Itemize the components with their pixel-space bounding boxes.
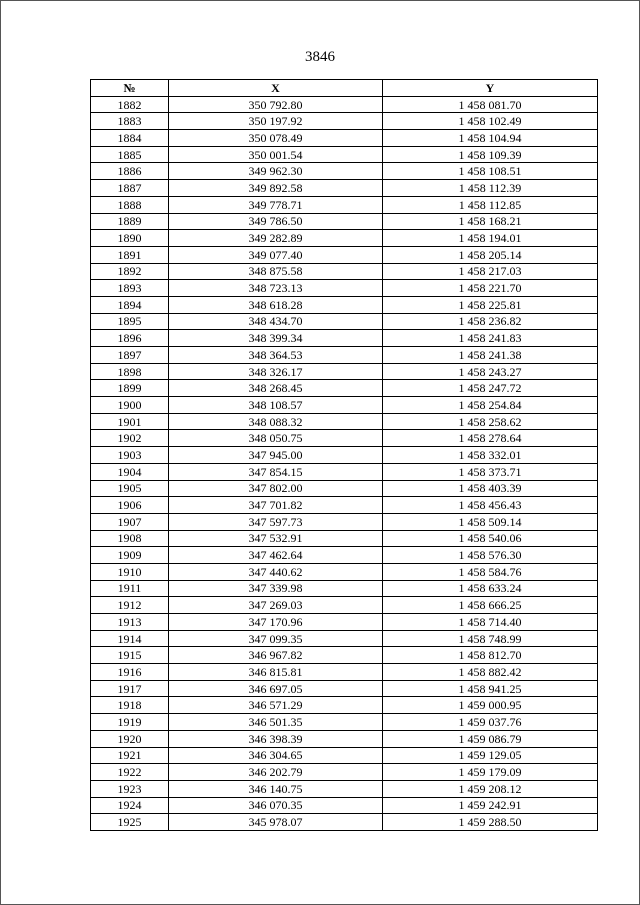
point-number-cell: 1896 [91,330,169,347]
x-coordinate-cell: 346 140.75 [169,780,383,797]
point-number-cell: 1925 [91,814,169,831]
y-coordinate-cell: 1 458 278.64 [383,430,598,447]
y-coordinate-cell: 1 458 217.03 [383,263,598,280]
table-row [91,764,598,781]
x-coordinate-cell: 347 462.64 [169,547,383,564]
point-number-cell: 1893 [91,280,169,297]
table-row [91,697,598,714]
point-number-cell: 1904 [91,463,169,480]
point-number-cell: 1897 [91,347,169,364]
y-coordinate-cell: 1 458 194.01 [383,230,598,247]
x-coordinate-cell: 348 268.45 [169,380,383,397]
column-header-y: Y [383,80,598,97]
table-row [91,397,598,414]
point-number-cell: 1917 [91,680,169,697]
point-number-cell: 1920 [91,730,169,747]
x-coordinate-cell: 346 304.65 [169,747,383,764]
table-row [91,130,598,147]
y-coordinate-cell: 1 458 254.84 [383,397,598,414]
x-coordinate-cell: 348 326.17 [169,363,383,380]
point-number-cell: 1916 [91,664,169,681]
y-coordinate-cell: 1 458 456.43 [383,497,598,514]
point-number-cell: 1910 [91,563,169,580]
y-coordinate-cell: 1 459 000.95 [383,697,598,714]
table-row [91,213,598,230]
table-row [91,313,598,330]
table-row [91,413,598,430]
point-number-cell: 1906 [91,497,169,514]
point-number-cell: 1921 [91,747,169,764]
x-coordinate-cell: 348 399.34 [169,330,383,347]
table-row [91,263,598,280]
column-header-x: X [169,80,383,97]
x-coordinate-cell: 349 962.30 [169,163,383,180]
y-coordinate-cell: 1 458 221.70 [383,280,598,297]
point-number-cell: 1915 [91,647,169,664]
point-number-cell: 1903 [91,447,169,464]
x-coordinate-cell: 347 945.00 [169,447,383,464]
table-row [91,480,598,497]
y-coordinate-cell: 1 458 081.70 [383,96,598,113]
table-row [91,163,598,180]
x-coordinate-cell: 350 792.80 [169,96,383,113]
point-number-cell: 1887 [91,180,169,197]
point-number-cell: 1895 [91,313,169,330]
x-coordinate-cell: 346 070.35 [169,797,383,814]
coordinates-table [90,79,598,831]
point-number-cell: 1901 [91,413,169,430]
x-coordinate-cell: 348 723.13 [169,280,383,297]
point-number-cell: 1884 [91,130,169,147]
x-coordinate-cell: 346 202.79 [169,764,383,781]
column-header-number: № [91,80,169,97]
table-row [91,246,598,263]
y-coordinate-cell: 1 459 242.91 [383,797,598,814]
x-coordinate-cell: 347 802.00 [169,480,383,497]
x-coordinate-cell: 348 088.32 [169,413,383,430]
table-row [91,447,598,464]
point-number-cell: 1924 [91,797,169,814]
x-coordinate-cell: 346 967.82 [169,647,383,664]
table-row [91,363,598,380]
x-coordinate-cell: 348 434.70 [169,313,383,330]
point-number-cell: 1905 [91,480,169,497]
y-coordinate-cell: 1 458 576.30 [383,547,598,564]
x-coordinate-cell: 348 108.57 [169,397,383,414]
table-row [91,230,598,247]
x-coordinate-cell: 347 854.15 [169,463,383,480]
table-row [91,647,598,664]
table-row [91,513,598,530]
table-row [91,747,598,764]
table-row [91,814,598,831]
y-coordinate-cell: 1 458 168.21 [383,213,598,230]
table-row [91,330,598,347]
table-row [91,180,598,197]
point-number-cell: 1918 [91,697,169,714]
point-number-cell: 1899 [91,380,169,397]
x-coordinate-cell: 346 571.29 [169,697,383,714]
table-row [91,296,598,313]
table-row [91,530,598,547]
y-coordinate-cell: 1 458 241.83 [383,330,598,347]
table-row [91,196,598,213]
table-row [91,96,598,113]
x-coordinate-cell: 347 532.91 [169,530,383,547]
x-coordinate-cell: 347 099.35 [169,630,383,647]
point-number-cell: 1900 [91,397,169,414]
x-coordinate-cell: 345 978.07 [169,814,383,831]
table-row [91,597,598,614]
point-number-cell: 1892 [91,263,169,280]
point-number-cell: 1882 [91,96,169,113]
x-coordinate-cell: 349 282.89 [169,230,383,247]
x-coordinate-cell: 349 892.58 [169,180,383,197]
y-coordinate-cell: 1 458 112.39 [383,180,598,197]
page-number: 3846 [305,49,335,65]
x-coordinate-cell: 348 050.75 [169,430,383,447]
x-coordinate-cell: 349 786.50 [169,213,383,230]
table-row [91,113,598,130]
table-row [91,463,598,480]
y-coordinate-cell: 1 458 373.71 [383,463,598,480]
y-coordinate-cell: 1 458 225.81 [383,296,598,313]
y-coordinate-cell: 1 458 403.39 [383,480,598,497]
y-coordinate-cell: 1 458 584.76 [383,563,598,580]
table-row [91,580,598,597]
x-coordinate-cell: 347 339.98 [169,580,383,597]
y-coordinate-cell: 1 458 205.14 [383,246,598,263]
point-number-cell: 1911 [91,580,169,597]
table-row [91,280,598,297]
point-number-cell: 1913 [91,614,169,631]
y-coordinate-cell: 1 458 714.40 [383,614,598,631]
table-row [91,497,598,514]
table-row [91,664,598,681]
table-header-row [91,80,598,97]
point-number-cell: 1902 [91,430,169,447]
point-number-cell: 1886 [91,163,169,180]
y-coordinate-cell: 1 458 509.14 [383,513,598,530]
x-coordinate-cell: 349 778.71 [169,196,383,213]
point-number-cell: 1923 [91,780,169,797]
x-coordinate-cell: 346 697.05 [169,680,383,697]
x-coordinate-cell: 347 597.73 [169,513,383,530]
y-coordinate-cell: 1 459 129.05 [383,747,598,764]
y-coordinate-cell: 1 458 258.62 [383,413,598,430]
y-coordinate-cell: 1 458 633.24 [383,580,598,597]
point-number-cell: 1891 [91,246,169,263]
y-coordinate-cell: 1 458 666.25 [383,597,598,614]
y-coordinate-cell: 1 458 104.94 [383,130,598,147]
y-coordinate-cell: 1 459 037.76 [383,714,598,731]
table-row [91,614,598,631]
table-row [91,797,598,814]
y-coordinate-cell: 1 458 247.72 [383,380,598,397]
point-number-cell: 1894 [91,296,169,313]
table-row [91,380,598,397]
x-coordinate-cell: 347 269.03 [169,597,383,614]
point-number-cell: 1883 [91,113,169,130]
point-number-cell: 1908 [91,530,169,547]
y-coordinate-cell: 1 458 109.39 [383,146,598,163]
x-coordinate-cell: 349 077.40 [169,246,383,263]
table-row [91,730,598,747]
y-coordinate-cell: 1 458 332.01 [383,447,598,464]
table-row [91,430,598,447]
table-body [91,96,598,830]
y-coordinate-cell: 1 458 812.70 [383,647,598,664]
y-coordinate-cell: 1 458 882.42 [383,664,598,681]
x-coordinate-cell: 347 170.96 [169,614,383,631]
x-coordinate-cell: 347 440.62 [169,563,383,580]
point-number-cell: 1922 [91,764,169,781]
x-coordinate-cell: 346 501.35 [169,714,383,731]
table-row [91,347,598,364]
point-number-cell: 1898 [91,363,169,380]
table-row [91,780,598,797]
x-coordinate-cell: 348 364.53 [169,347,383,364]
point-number-cell: 1885 [91,146,169,163]
y-coordinate-cell: 1 459 208.12 [383,780,598,797]
table-row [91,146,598,163]
y-coordinate-cell: 1 458 112.85 [383,196,598,213]
x-coordinate-cell: 350 001.54 [169,146,383,163]
y-coordinate-cell: 1 458 236.82 [383,313,598,330]
x-coordinate-cell: 348 875.58 [169,263,383,280]
x-coordinate-cell: 347 701.82 [169,497,383,514]
y-coordinate-cell: 1 458 241.38 [383,347,598,364]
y-coordinate-cell: 1 459 086.79 [383,730,598,747]
point-number-cell: 1888 [91,196,169,213]
y-coordinate-cell: 1 458 941.25 [383,680,598,697]
point-number-cell: 1909 [91,547,169,564]
table-row [91,563,598,580]
table-row [91,714,598,731]
x-coordinate-cell: 346 398.39 [169,730,383,747]
x-coordinate-cell: 348 618.28 [169,296,383,313]
y-coordinate-cell: 1 458 102.49 [383,113,598,130]
point-number-cell: 1907 [91,513,169,530]
point-number-cell: 1919 [91,714,169,731]
point-number-cell: 1890 [91,230,169,247]
x-coordinate-cell: 350 078.49 [169,130,383,147]
x-coordinate-cell: 346 815.81 [169,664,383,681]
y-coordinate-cell: 1 459 288.50 [383,814,598,831]
x-coordinate-cell: 350 197.92 [169,113,383,130]
table-row [91,547,598,564]
y-coordinate-cell: 1 458 748.99 [383,630,598,647]
point-number-cell: 1914 [91,630,169,647]
y-coordinate-cell: 1 458 243.27 [383,363,598,380]
point-number-cell: 1889 [91,213,169,230]
table-row [91,630,598,647]
y-coordinate-cell: 1 458 540.06 [383,530,598,547]
y-coordinate-cell: 1 458 108.51 [383,163,598,180]
point-number-cell: 1912 [91,597,169,614]
y-coordinate-cell: 1 459 179.09 [383,764,598,781]
table-row [91,680,598,697]
